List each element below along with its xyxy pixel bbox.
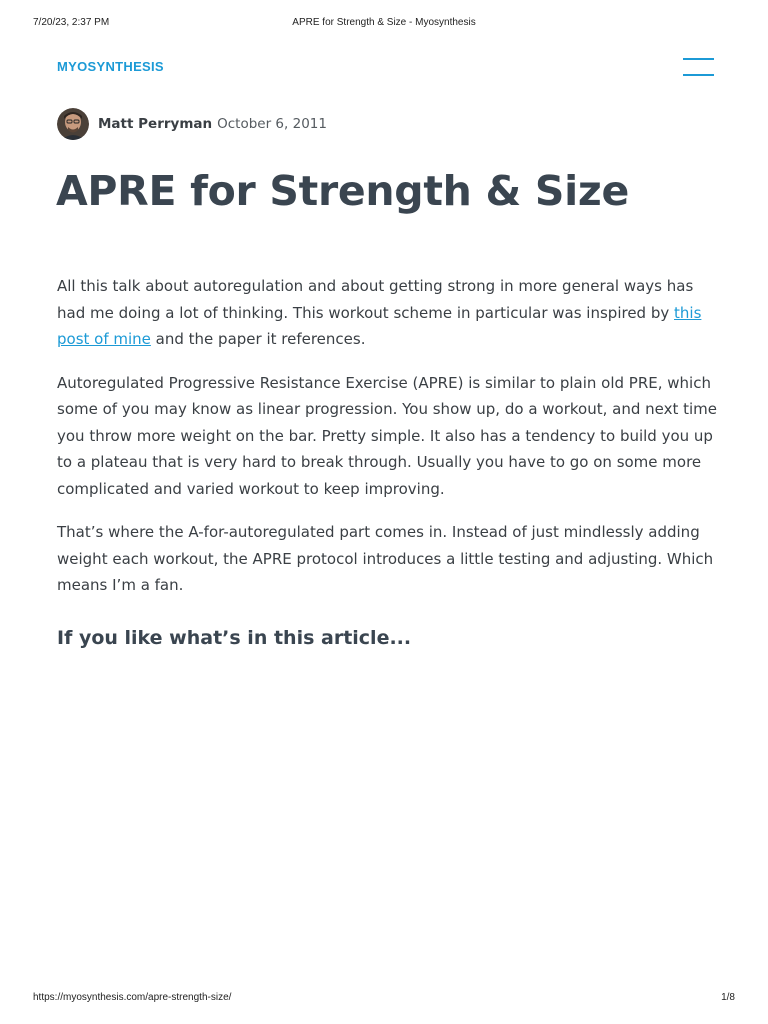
avatar-portrait-icon	[57, 108, 89, 140]
paragraph-1-text-end: and the paper it references.	[150, 330, 366, 348]
article-body	[57, 273, 719, 651]
menu-button[interactable]	[683, 56, 714, 78]
byline	[57, 107, 327, 140]
post-date: October 6, 2011	[217, 115, 327, 132]
site-header	[57, 52, 714, 82]
paragraph-2: Autoregulated Progressive Resistance Exercise (APRE) is similar to plain old PRE, which some of you may know as linear progression. You show up, do a workout, and next time you throw more weight on the bar. Pretty simple. It also has a tendency to build you up to a plateau that is very hard to break through. Usually you have to go on some more complicated and varied workout to keep improving.	[57, 373, 718, 498]
paragraph-3: That’s where the A-for-autoregulated part comes in. Instead of just mindlessly adding weight each workout, the APRE protocol introduces a little testing and adjusting. Which means I’m a fan.	[57, 523, 714, 594]
article-subheading: If you like what’s in this article...	[57, 626, 412, 649]
print-datetime: 7/20/23, 2:37 PM	[33, 17, 110, 28]
print-url: https://myosynthesis.com/apre-strength-size/	[33, 992, 232, 1003]
paragraph-1	[57, 273, 719, 353]
print-page-number: 1/8	[721, 992, 735, 1003]
paragraph-1-text-start: All this talk about autoregulation and about getting strong in more general ways has had me doing a lot of thinking. This workout scheme in particular was inspired by	[57, 277, 694, 322]
article-title: APRE for Strength & Size	[56, 167, 629, 215]
author-avatar[interactable]	[57, 108, 89, 140]
author-link[interactable]: Matt Perryman	[98, 115, 213, 132]
print-footer	[33, 992, 735, 1006]
this-post-of-mine-link[interactable]: this post of mine	[57, 303, 702, 348]
print-page-title: APRE for Strength & Size - Myosynthesis	[292, 17, 476, 28]
print-header	[33, 17, 735, 31]
site-logo-link[interactable]: MYOSYNTHESIS	[57, 59, 164, 74]
